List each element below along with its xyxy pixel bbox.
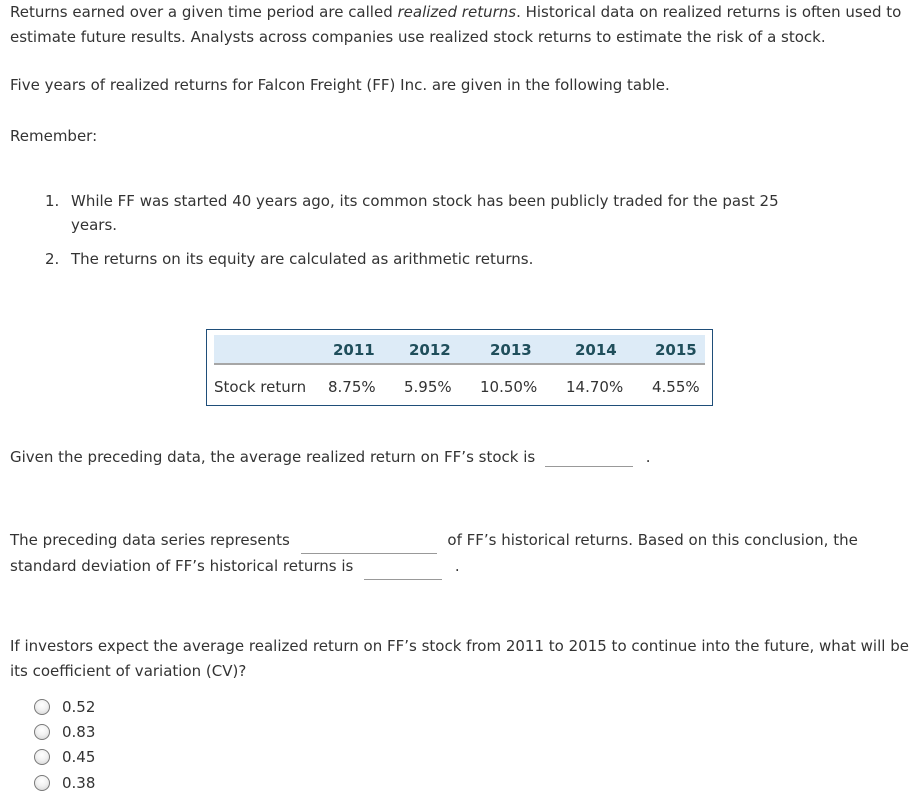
year-header: 2015 bbox=[655, 341, 697, 359]
year-header: 2013 bbox=[490, 341, 532, 359]
year-header: 2014 bbox=[575, 341, 617, 359]
remember-item-text: The returns on its equity are calculated as arithmetic returns. bbox=[71, 250, 534, 268]
radio-button[interactable] bbox=[34, 699, 50, 715]
return-value: 8.75% bbox=[328, 378, 376, 396]
question-text: The preceding data series represents bbox=[10, 531, 290, 549]
remember-label: Remember: bbox=[10, 127, 98, 145]
sentence-period: . bbox=[645, 448, 651, 466]
question-average-return bbox=[10, 448, 651, 467]
return-value: 14.70% bbox=[566, 378, 624, 396]
table-intro: Five years of realized returns for Falcon Freight (FF) Inc. are given in the following table. bbox=[10, 76, 670, 94]
year-header: 2012 bbox=[409, 341, 451, 359]
cv-option[interactable] bbox=[34, 722, 95, 742]
intro-text-2: . Historical data on realized returns is often used to estimate future results. Analysts across companies use realized stock returns to estimate the risk of a stock. bbox=[10, 3, 902, 46]
cv-option[interactable] bbox=[34, 773, 95, 793]
remember-item bbox=[45, 189, 825, 237]
cv-option[interactable] bbox=[34, 697, 95, 717]
intro-paragraph bbox=[10, 0, 915, 50]
remember-item-number: 1. bbox=[45, 192, 60, 210]
question-text: of FF’s historical returns. Based on this conclusion, the standard deviation of FF’s historical returns is bbox=[10, 531, 858, 575]
return-value: 5.95% bbox=[404, 378, 452, 396]
question-cv: If investors expect the average realized return on FF’s stock from 2011 to 2015 to continue into the future, what will be its coefficient of variation (CV)? bbox=[10, 637, 909, 680]
radio-button[interactable] bbox=[34, 775, 50, 791]
radio-button[interactable] bbox=[34, 724, 50, 740]
radio-button[interactable] bbox=[34, 749, 50, 765]
remember-item-text: While FF was started 40 years ago, its common stock has been publicly traded for the past 25 years. bbox=[71, 192, 779, 234]
cv-option[interactable] bbox=[34, 747, 95, 767]
remember-item-number: 2. bbox=[45, 250, 60, 268]
return-value: 10.50% bbox=[480, 378, 538, 396]
remember-item bbox=[45, 247, 825, 271]
question-text: Given the preceding data, the average realized return on FF’s stock is bbox=[10, 448, 536, 466]
intro-term: realized returns bbox=[397, 3, 517, 21]
question-series bbox=[10, 528, 910, 580]
table-header-row bbox=[214, 335, 705, 365]
sentence-period: . bbox=[454, 557, 460, 575]
option-label: 0.45 bbox=[62, 748, 96, 766]
option-label: 0.38 bbox=[62, 774, 96, 792]
year-header: 2011 bbox=[333, 341, 375, 359]
row-label-stock-return: Stock return bbox=[214, 378, 307, 396]
std-dev-dropdown[interactable] bbox=[364, 554, 442, 580]
returns-table bbox=[206, 329, 713, 406]
average-return-dropdown[interactable] bbox=[545, 448, 633, 467]
intro-text-1: Returns earned over a given time period are called bbox=[10, 3, 398, 21]
option-label: 0.52 bbox=[62, 698, 96, 716]
option-label: 0.83 bbox=[62, 723, 96, 741]
series-type-dropdown[interactable] bbox=[301, 528, 437, 554]
return-value: 4.55% bbox=[652, 378, 700, 396]
